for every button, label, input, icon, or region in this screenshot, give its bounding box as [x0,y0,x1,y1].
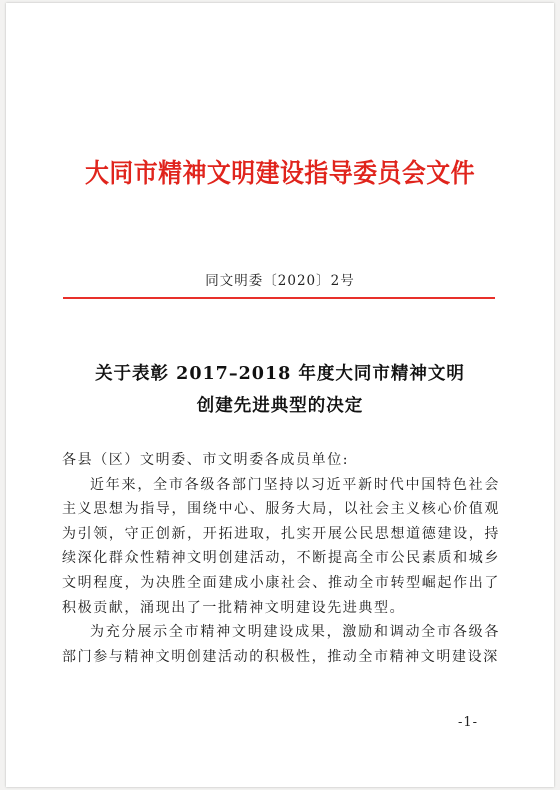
issuer-heading: 大同市精神文明建设指导委员会文件 [84,159,476,189]
red-divider-line [63,297,495,299]
document-title [6,358,554,422]
title-line-2: 创建先进典型的决定 [196,396,364,416]
document-body [62,448,500,669]
title-line-1: 关于表彰 2017–2018 年度大同市精神文明 [95,364,465,384]
page-number: -1- [458,715,479,730]
body-paragraph: 近年来，全市各级各部门坚持以习近平新时代中国特色社会主义思想为指导，围绕中心、服务大局，以社会主义核心价值观为引领，守正创新，开拓进取，扎实开展公民思想道德建设，持续深化群众性精神文明创建活动，不断提高全市公民素质和城乡文明程度，为决胜全面建成小康社会、推动全市转型崛起作出了积极贡献，涌现出了一批精神文明建设先进典型。 [62,476,500,616]
body-paragraph: 为充分展示全市精神文明建设成果，激励和调动全市各级各部门参与精神文明创建活动的积极性，推动全市精神文明建设深 [62,624,500,665]
document-number: 同文明委〔2020〕2号 [205,273,355,289]
salutation: 各县（区）文明委、市文明委各成员单位: [62,452,350,468]
document-page [6,3,554,787]
